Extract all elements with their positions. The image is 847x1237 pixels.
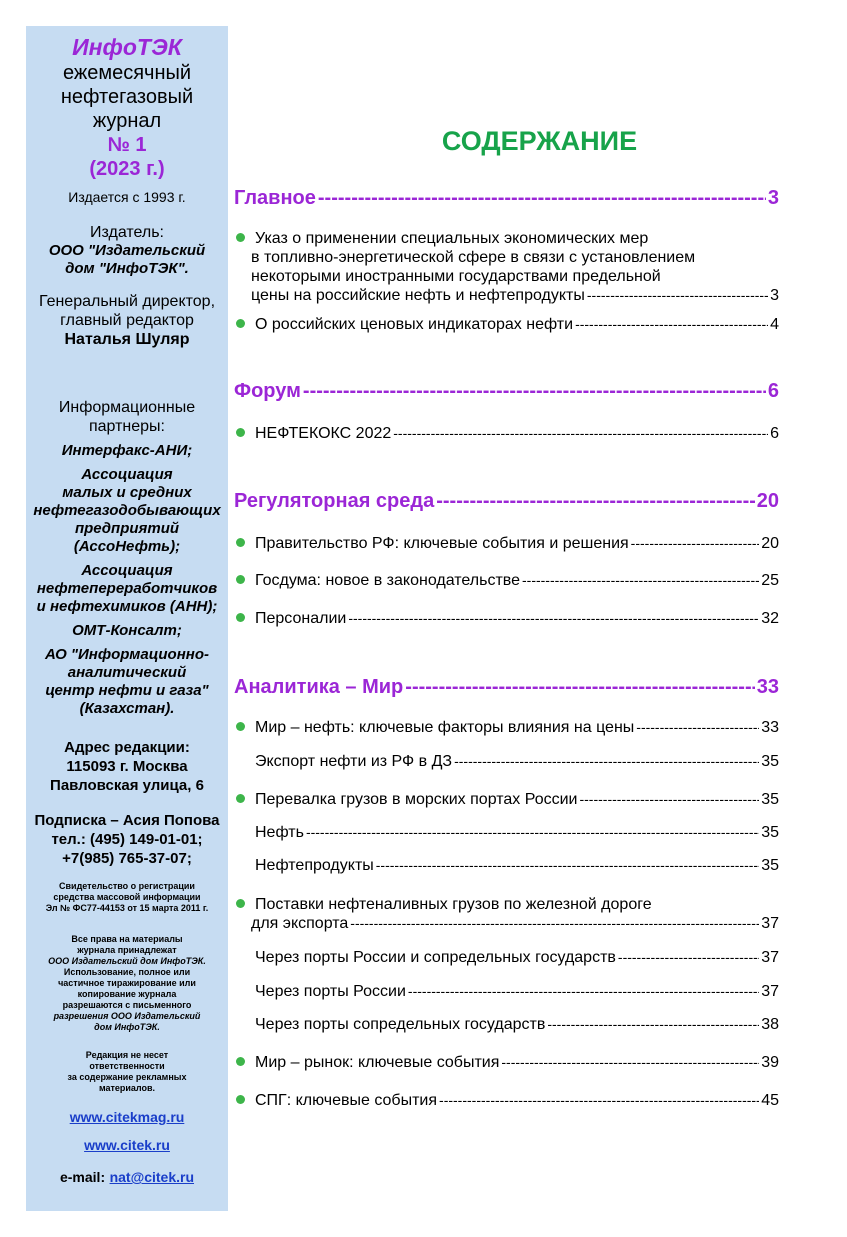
toc-section[interactable] [234, 380, 779, 403]
subscription-line: тел.: (495) 149-01-01; [51, 831, 203, 848]
partners-label: Информационные [58, 399, 196, 416]
dot-leader [636, 718, 759, 737]
rights-line: ООО Издательский дом ИнфоТЭК. [48, 956, 206, 966]
toc-entry[interactable] [236, 609, 779, 628]
bullet-icon [236, 1057, 245, 1066]
entry-title-line: в топливно-энергетической сфере в связи с установлением [251, 249, 696, 266]
section-page: 3 [767, 187, 779, 209]
entry-page: 37 [761, 915, 779, 932]
dot-leader [376, 856, 759, 875]
entry-title: Нефть [255, 824, 304, 841]
director-title: Генеральный директор, [38, 293, 216, 310]
toc-section[interactable] [234, 676, 779, 699]
entry-page: 37 [761, 983, 779, 1000]
entry-title: СПГ: ключевые события [255, 1092, 438, 1109]
entry-page: 38 [761, 1016, 779, 1033]
dot-leader [501, 1053, 759, 1072]
bullet-icon [236, 722, 245, 731]
toc-entry[interactable] [236, 823, 779, 842]
section-page: 33 [756, 676, 779, 698]
magazine-desc: нефтегазовый [60, 86, 194, 108]
entry-title-line: цены на российские нефть и нефтепродукты [251, 287, 585, 304]
partner-line: нефтепереработчиков [36, 580, 218, 597]
entry-title: Указ о применении специальных экономических мер [255, 230, 649, 247]
bullet-icon [236, 794, 245, 803]
entry-title: Экспорт нефти из РФ в ДЗ [255, 753, 453, 770]
partner-line: центр нефти и газа" [45, 682, 209, 699]
disclaimer-line: за содержание рекламных [67, 1072, 187, 1082]
partner-line: ОМТ-Консалт; [72, 622, 182, 639]
toc-section[interactable] [234, 490, 779, 513]
bullet-icon [236, 233, 245, 242]
partner-line: АО "Информационно- [44, 646, 209, 663]
dot-leader [303, 380, 766, 403]
toc-entry[interactable] [236, 982, 779, 1001]
dot-leader [547, 1015, 759, 1034]
site-link-citek[interactable]: www.citek.ru [84, 1137, 170, 1153]
dot-leader [306, 823, 759, 842]
partner-line: (Казахстан). [79, 700, 175, 717]
entry-page: 35 [761, 824, 779, 841]
sidebar [26, 26, 228, 1211]
entry-page: 4 [770, 316, 779, 333]
magazine-desc: ежемесячный [62, 62, 192, 84]
address-line: Адрес редакции: [64, 739, 190, 756]
section-title: Форум [234, 380, 301, 402]
partner-line: и нефтехимиков (АНН); [36, 598, 218, 615]
dot-leader [587, 286, 768, 305]
dot-leader [436, 490, 755, 513]
partner-line: малых и средних [62, 484, 192, 501]
subscription-line: +7(985) 765-37-07; [62, 850, 192, 867]
entry-title: Через порты России [255, 983, 406, 1000]
entry-title: НЕФТЕКОКС 2022 [255, 425, 392, 442]
bullet-icon [236, 428, 245, 437]
publisher-label: Издатель: [90, 224, 164, 241]
toc-entry[interactable] [236, 1091, 779, 1110]
rights-line: частичное тиражирование или [58, 978, 196, 988]
entry-title: Мир – нефть: ключевые факторы влияния на цены [255, 719, 635, 736]
entry-page: 33 [761, 719, 779, 736]
certificate-line: Эл № ФС77-44153 от 15 марта 2011 г. [45, 903, 209, 913]
dot-leader [318, 187, 766, 210]
toc-entry[interactable] [236, 229, 779, 305]
entry-title: Через порты России и сопредельных государств [255, 949, 616, 966]
entry-title-line: для экспорта [251, 915, 349, 932]
rights-line: копирование журнала [77, 989, 177, 999]
section-title: Аналитика – Мир [234, 676, 404, 698]
partners-label: партнеры: [88, 418, 165, 435]
partner-line: Интерфакс-АНИ; [61, 442, 193, 459]
address-line: 115093 г. Москва [66, 758, 188, 775]
toc-entry[interactable] [236, 1015, 779, 1034]
toc-entry[interactable] [236, 856, 779, 875]
entry-page: 35 [761, 791, 779, 808]
toc-entry[interactable] [236, 718, 779, 737]
toc-entry[interactable] [236, 1053, 779, 1072]
publisher-name: дом "ИнфоТЭК". [65, 260, 189, 277]
section-page: 6 [767, 380, 779, 402]
bullet-icon [236, 899, 245, 908]
entry-page: 35 [761, 753, 779, 770]
dot-leader [575, 315, 768, 334]
toc-entry[interactable] [236, 790, 779, 809]
rights-line: журнала принадлежат [77, 945, 177, 955]
toc-entry[interactable] [236, 948, 779, 967]
section-title: Регуляторная среда [234, 490, 435, 512]
entry-title: Мир – рынок: ключевые события [255, 1054, 500, 1071]
dot-leader [522, 571, 759, 590]
subscription-line: Подписка – Асия Попова [34, 812, 220, 829]
dot-leader [439, 1091, 759, 1110]
director-name: Наталья Шуляр [64, 331, 190, 348]
certificate-line: Свидетельство о регистрации [59, 881, 195, 891]
toc-entry[interactable] [236, 534, 779, 553]
partner-line: предприятий [74, 520, 180, 537]
magazine-brand: ИнфоТЭК [72, 34, 182, 60]
dot-leader [408, 982, 759, 1001]
section-page: 20 [756, 490, 779, 512]
toc-entry[interactable] [236, 895, 779, 933]
dot-leader [618, 948, 759, 967]
address-line: Павловская улица, 6 [50, 777, 204, 794]
entry-page: 39 [761, 1054, 779, 1071]
partner-line: Ассоциация [81, 466, 173, 483]
certificate-line: средства массовой информации [53, 892, 201, 902]
entry-page: 45 [761, 1092, 779, 1109]
publisher-name: ООО "Издательский [48, 242, 206, 259]
bullet-icon [236, 613, 245, 622]
issue-number: № 1 [107, 134, 147, 156]
rights-line: Все права на материалы [71, 934, 183, 944]
bullet-icon [236, 1095, 245, 1104]
toc-entry[interactable] [236, 315, 779, 334]
entry-page: 32 [761, 610, 779, 627]
entry-title: Нефтепродукты [255, 857, 374, 874]
entry-page: 37 [761, 949, 779, 966]
partner-line: Ассоциация [81, 562, 173, 579]
rights-line: разрешаются с письменного [62, 1000, 192, 1010]
entry-title: О российских ценовых индикаторах нефти [255, 316, 574, 333]
dot-leader [631, 534, 760, 553]
entry-title-line: некоторыми иностранными государствами предельной [251, 268, 661, 285]
dot-leader [393, 424, 768, 443]
toc-title: СОДЕРЖАНИЕ [441, 126, 638, 156]
section-title: Главное [234, 187, 316, 209]
dot-leader [579, 790, 759, 809]
toc-entry[interactable] [236, 571, 779, 590]
bullet-icon [236, 538, 245, 547]
entry-page: 35 [761, 857, 779, 874]
director-title: главный редактор [60, 312, 194, 329]
disclaimer-line: материалов. [98, 1083, 156, 1093]
entry-page: 25 [761, 572, 779, 589]
entry-title: Перевалка грузов в морских портах России [255, 791, 578, 808]
published-since: Издается с 1993 г. [68, 189, 186, 205]
bullet-icon [236, 319, 245, 328]
entry-title: Госдума: новое в законодательстве [255, 572, 520, 589]
disclaimer-line: ответственности [89, 1061, 165, 1071]
dot-leader [454, 752, 759, 771]
dot-leader [348, 609, 759, 628]
entry-title: Персоналии [255, 610, 347, 627]
rights-line: дом ИнфоТЭК. [94, 1022, 160, 1032]
entry-page: 3 [770, 287, 779, 304]
disclaimer-line: Редакция не несет [85, 1050, 169, 1060]
magazine-desc: журнал [92, 110, 162, 132]
bullet-icon [236, 575, 245, 584]
dot-leader [350, 914, 759, 933]
entry-page: 6 [770, 425, 779, 442]
entry-page: 20 [761, 535, 779, 552]
rights-line: Использование, полное или [63, 967, 191, 977]
toc-section[interactable] [234, 187, 779, 210]
email-link[interactable]: nat@citek.ru [109, 1169, 195, 1185]
partner-line: нефтегазодобывающих [33, 502, 221, 519]
entry-title: Через порты сопредельных государств [255, 1016, 546, 1033]
toc-entry[interactable] [236, 752, 779, 771]
site-link-citekmag[interactable]: www.citekmag.ru [69, 1109, 185, 1125]
partner-line: аналитический [67, 664, 187, 681]
partner-line: (АссоНефть); [73, 538, 181, 555]
toc-entry[interactable] [236, 424, 779, 443]
entry-title: Поставки нефтеналивных грузов по железной дороге [255, 896, 652, 913]
issue-year: (2023 г.) [89, 158, 165, 180]
email-label: e-mail: [59, 1169, 106, 1185]
dot-leader [405, 676, 754, 699]
rights-line: разрешения ООО Издательский [53, 1011, 201, 1021]
entry-title: Правительство РФ: ключевые события и решения [255, 535, 629, 552]
